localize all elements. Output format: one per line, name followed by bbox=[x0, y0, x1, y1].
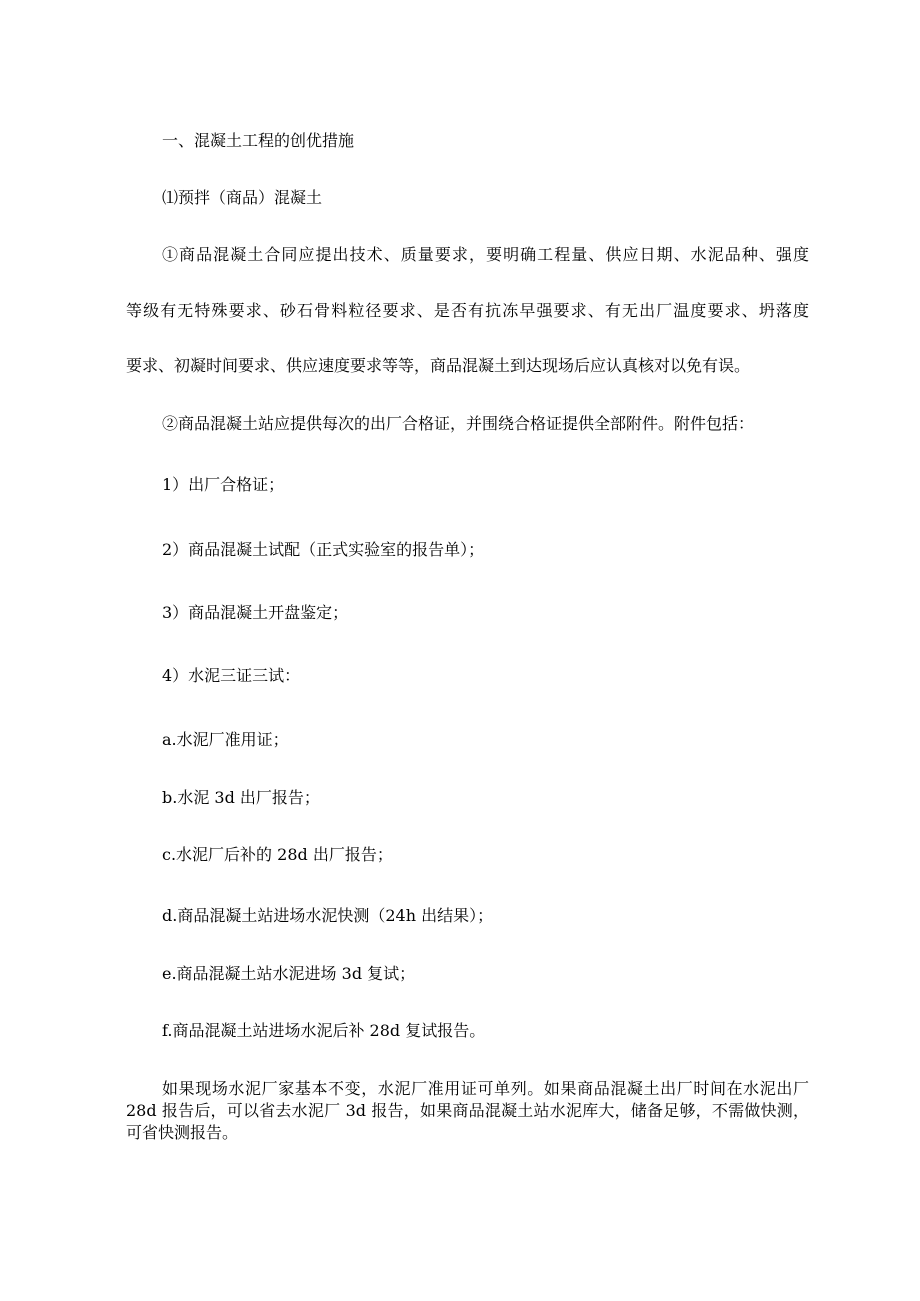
list-item: 4）水泥三证三试： bbox=[162, 666, 301, 685]
subsection-heading: ⑴预拌（商品）混凝土 bbox=[162, 188, 323, 207]
paragraph-2: ②商品混凝土站应提供每次的出厂合格证，并围绕合格证提供全部附件。附件包括： bbox=[162, 414, 755, 433]
paragraph-1-line-2: 等级有无特殊要求、砂石骨料粒径要求、是否有抗冻早强要求、有无出厂温度要求、坍落度 bbox=[126, 301, 809, 320]
section-heading: 一、混凝土工程的创优措施 bbox=[162, 131, 355, 150]
list-item: d.商品混凝土站进场水泥快测（24h 出结果）； bbox=[162, 906, 494, 925]
list-item: 3）商品混凝土开盘鉴定； bbox=[162, 603, 349, 622]
paragraph-1-line-3: 要求、初凝时间要求、供应速度要求等等，商品混凝土到达现场后应认真核对以免有误。 bbox=[126, 356, 751, 375]
list-item: c.水泥厂后补的 28d 出厂报告； bbox=[162, 845, 393, 864]
list-item: 2）商品混凝土试配（正式实验室的报告单）； bbox=[162, 540, 485, 559]
list-item: b.水泥 3d 出厂报告； bbox=[162, 788, 320, 807]
list-item: 1）出厂合格证； bbox=[162, 475, 285, 494]
list-item: f.商品混凝土站进场水泥后补 28d 复试报告。 bbox=[162, 1021, 486, 1040]
list-item: a.水泥厂准用证； bbox=[162, 730, 289, 749]
paragraph-1-line-1: ①商品混凝土合同应提出技术、质量要求，要明确工程量、供应日期、水泥品种、强度 bbox=[162, 245, 809, 264]
closing-paragraph: 如果现场水泥厂家基本不变，水泥厂准用证可单列。如果商品混凝土出厂时间在水泥出厂 28d 报告后，可以省去水泥厂 3d 报告，如果商品混凝土站水泥库大，储备足够，不需做快测，可省快测报告。 bbox=[126, 1079, 809, 1142]
list-item: e.商品混凝土站水泥进场 3d 复试； bbox=[162, 964, 416, 983]
